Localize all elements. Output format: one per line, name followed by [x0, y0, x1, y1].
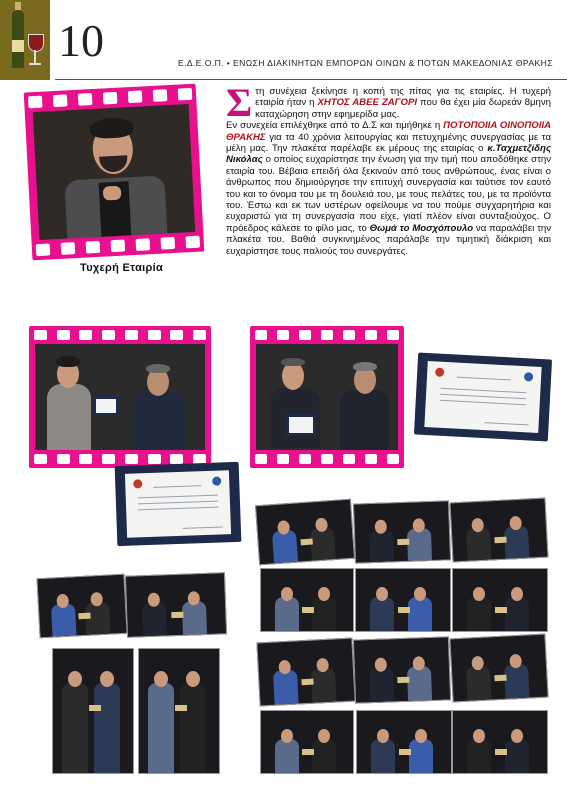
publication-title: Ε.Δ.Ε.Ο.Π. • ΕΝΩΣΗ ΔΙΑΚΙΝΗΤΩΝ ΕΜΠΟΡΩΝ ΟΙΝΩΝ & ΠΟΤΩΝ ΜΑΚΕΔΟΝΙΑΣ ΘΡΑΚΗΣ [177, 58, 553, 68]
wine-logo [0, 0, 50, 80]
event-photo-thumbnail [353, 636, 451, 703]
event-photo-thumbnail [449, 498, 548, 563]
portrait-film-frame [24, 84, 205, 261]
event-photo-thumbnail [138, 648, 220, 774]
event-photo-thumbnail [452, 568, 548, 632]
event-photo-thumbnail [260, 710, 354, 774]
photo-caption: Τυχερή Εταιρία [80, 262, 164, 274]
retiree-name: Θωμά το Μοσχόπουλο [369, 222, 474, 234]
representative-name: κ.Ταχμετζίδης Νικόλας [226, 143, 551, 166]
plaque-film-frame-right [250, 326, 404, 468]
plaque-image-top [414, 353, 552, 442]
event-photo-thumbnail [256, 638, 355, 707]
dropcap: Σ [226, 80, 253, 125]
event-photo-thumbnail [52, 648, 134, 774]
event-photo-thumbnail [355, 568, 451, 632]
article-body: Στη συνέχεια ξεκίνησε η κοπή της πίτας για τις εταιρίες. Η τυχερή εταιρία ήταν η ΧΗΤΟΣ ΑΒΕΕ ΖΑΓΟΡΙ που θα έχει μία δωρεάν 8μηνη καταχώρηση στην εφημερίδα μας. Εν συνεχεία επιλέχθηκε από το Δ.Σ και τιμήθηκε η ΠΟΤΟΠΟΙΙΑ ΟΙΝΟΠΟΙΙΑ ΘΡΑΚΗΣ για τα 40 χρόνια λειτουργίας και πετυχημένης συνεργασίας με τα μέλη μας. Την πλακέτα παρέλαβε εκ μέρους της εταιρίας ο κ.Ταχμετζίδης Νικόλας ο οποίος ευχαρίστησε την ένωση για την τιμή που αποδόθηκε στην εταιρία του. Βέβαια επειδή όλα ξεκινούν από τους ανθρώπους, ένας είναι ο άνθρωπος που δημιούργησε την επιτυχή συνεργασία και ταύτισε τον εαυτό του και το όνομα του με τη δουλειά του, με τους πελάτες του, με τα προϊόντα του. Έστω και εκ των υστέρων οφείλουμε να του πούμε συγχαρητήρια και ευχαριστώ για τη συνεργασία που είχε, γιατί πλέον είναι συνταξιούχος. Ο πρόεδρος κάλεσε το φίλο μας, το Θωμά το Μοσχόπουλο να παραλάβει την πλακέτα του. Βαθιά συγκινημένος παράλαβε την τιμητική διάκριση και ευχαρίστησε τους παλιούς του συνεργάτες. [226, 80, 552, 257]
header-divider [55, 79, 567, 80]
page-number: 10 [58, 15, 104, 66]
event-photo-thumbnail [356, 710, 452, 774]
event-photo-thumbnail [36, 574, 127, 639]
event-photo-thumbnail [449, 634, 548, 703]
event-photo-thumbnail [452, 710, 548, 774]
event-photo-thumbnail [353, 500, 451, 563]
event-photo-thumbnail [260, 568, 354, 632]
event-photo-thumbnail [255, 499, 355, 566]
plaque-film-frame-left [29, 326, 211, 468]
event-photo-thumbnail [125, 572, 227, 637]
honored-company-name: ΠΟΤΟΠΟΙΙΑ ΟΙΝΟΠΟΙΙΑ ΘΡΑΚΗΣ [226, 120, 551, 143]
portrait-photo [33, 104, 195, 240]
lucky-company-name: ΧΗΤΟΣ ΑΒΕΕ ΖΑΓΟΡΙ [317, 97, 418, 109]
plaque-image-bottom [115, 462, 242, 546]
